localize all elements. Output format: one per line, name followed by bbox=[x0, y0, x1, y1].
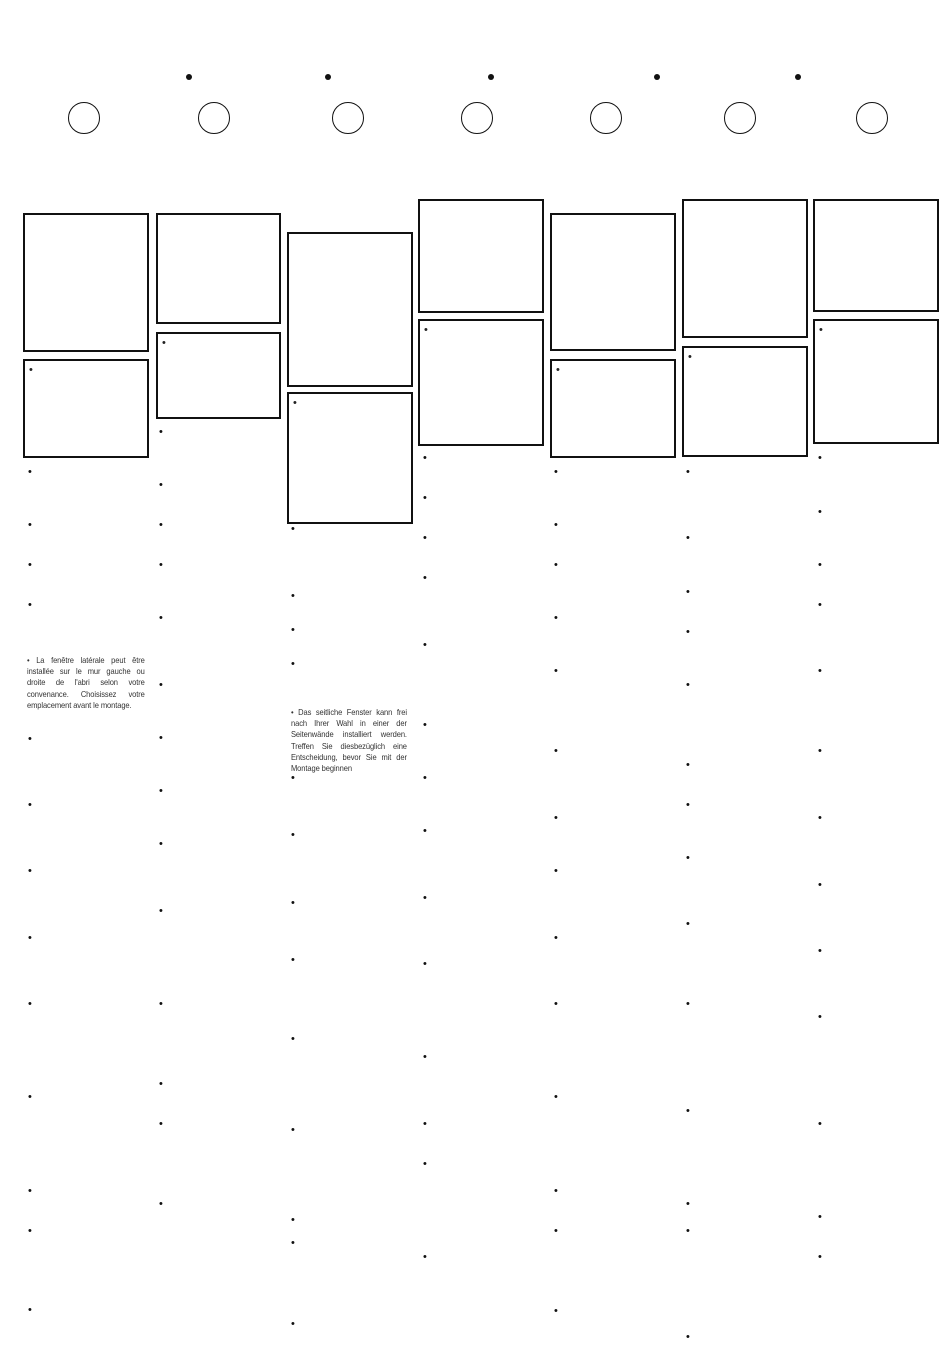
bullet: • bbox=[686, 679, 690, 691]
bullet: • bbox=[686, 626, 690, 638]
bullet: • bbox=[423, 452, 427, 464]
bullet: • bbox=[688, 351, 692, 363]
bullet: • bbox=[423, 1051, 427, 1063]
bullet: • bbox=[554, 932, 558, 944]
language-circle bbox=[724, 102, 756, 134]
language-circle bbox=[198, 102, 230, 134]
bullet: • bbox=[686, 1331, 690, 1343]
bullet: • bbox=[818, 945, 822, 957]
bullet: • bbox=[554, 665, 558, 677]
bullet: • bbox=[159, 559, 163, 571]
bullet: • bbox=[554, 1225, 558, 1237]
bullet: • bbox=[159, 679, 163, 691]
illustration-box bbox=[813, 199, 939, 312]
bullet: • bbox=[28, 1185, 32, 1197]
bullet: • bbox=[159, 998, 163, 1010]
illustration-box bbox=[418, 199, 544, 313]
illustration-box bbox=[23, 213, 149, 352]
bullet: • bbox=[159, 785, 163, 797]
bullet: • bbox=[423, 532, 427, 544]
bullet: • bbox=[818, 599, 822, 611]
bullet: • bbox=[556, 364, 560, 376]
bullet: • bbox=[291, 772, 295, 784]
separator-dot bbox=[795, 74, 801, 80]
bullet: • bbox=[818, 879, 822, 891]
bullet: • bbox=[291, 954, 295, 966]
language-circle bbox=[332, 102, 364, 134]
bullet: • bbox=[291, 897, 295, 909]
bullet: • bbox=[159, 1198, 163, 1210]
bullet: • bbox=[159, 519, 163, 531]
illustration-box bbox=[23, 359, 149, 458]
bullet: • bbox=[28, 466, 32, 478]
bullet: • bbox=[162, 337, 166, 349]
bullet: • bbox=[159, 426, 163, 438]
bullet: • bbox=[28, 733, 32, 745]
separator-dot bbox=[654, 74, 660, 80]
separator-dot bbox=[325, 74, 331, 80]
bullet: • bbox=[28, 1304, 32, 1316]
bullet: • bbox=[423, 639, 427, 651]
bullet: • bbox=[293, 397, 297, 409]
illustration-box bbox=[418, 319, 544, 446]
bullet: • bbox=[686, 1105, 690, 1117]
separator-dot bbox=[488, 74, 494, 80]
bullet: • bbox=[423, 958, 427, 970]
bullet: • bbox=[28, 519, 32, 531]
illustration-box bbox=[287, 392, 413, 524]
bullet: • bbox=[819, 324, 823, 336]
illustration-box bbox=[682, 199, 808, 338]
bullet: • bbox=[29, 364, 33, 376]
illustration-box bbox=[287, 232, 413, 387]
bullet: • bbox=[554, 998, 558, 1010]
bullet: • bbox=[818, 665, 822, 677]
bullet: • bbox=[291, 829, 295, 841]
bullet: • bbox=[291, 1237, 295, 1249]
illustration-box bbox=[682, 346, 808, 457]
bullet: • bbox=[686, 799, 690, 811]
bullet: • bbox=[554, 745, 558, 757]
bullet: • bbox=[554, 1091, 558, 1103]
bullet: • bbox=[291, 590, 295, 602]
bullet: • bbox=[686, 466, 690, 478]
bullet: • bbox=[423, 1251, 427, 1263]
bullet: • bbox=[686, 918, 690, 930]
bullet: • bbox=[686, 1198, 690, 1210]
illustration-box bbox=[156, 213, 281, 324]
bullet: • bbox=[818, 452, 822, 464]
language-circle bbox=[461, 102, 493, 134]
bullet: • bbox=[159, 905, 163, 917]
bullet: • bbox=[554, 812, 558, 824]
bullet: • bbox=[686, 586, 690, 598]
bullet: • bbox=[28, 1091, 32, 1103]
bullet: • bbox=[291, 1318, 295, 1330]
bullet: • bbox=[423, 892, 427, 904]
language-circle bbox=[856, 102, 888, 134]
bullet: • bbox=[818, 1211, 822, 1223]
illustration-box bbox=[550, 359, 676, 458]
bullet: • bbox=[423, 572, 427, 584]
bullet: • bbox=[291, 1124, 295, 1136]
bullet: • bbox=[28, 998, 32, 1010]
bullet: • bbox=[686, 532, 690, 544]
bullet: • bbox=[423, 1118, 427, 1130]
bullet: • bbox=[28, 599, 32, 611]
note-fr: • La fenêtre latérale peut être installée sur le mur gauche ou droite de l'abri selon votre convenance. Choisissez votre emplacement avant le montage. bbox=[27, 656, 145, 710]
bullet: • bbox=[554, 559, 558, 571]
bullet: • bbox=[159, 479, 163, 491]
bullet: • bbox=[28, 799, 32, 811]
bullet: • bbox=[423, 825, 427, 837]
bullet: • bbox=[423, 772, 427, 784]
bullet: • bbox=[423, 492, 427, 504]
bullet: • bbox=[554, 865, 558, 877]
bullet: • bbox=[159, 838, 163, 850]
bullet: • bbox=[686, 998, 690, 1010]
bullet: • bbox=[818, 559, 822, 571]
illustration-box bbox=[550, 213, 676, 351]
bullet: • bbox=[159, 732, 163, 744]
bullet: • bbox=[554, 612, 558, 624]
illustration-box bbox=[813, 319, 939, 444]
language-circle bbox=[590, 102, 622, 134]
bullet: • bbox=[818, 1011, 822, 1023]
bullet: • bbox=[28, 1225, 32, 1237]
bullet: • bbox=[28, 865, 32, 877]
bullet: • bbox=[554, 519, 558, 531]
bullet: • bbox=[423, 719, 427, 731]
bullet: • bbox=[818, 812, 822, 824]
illustration-box bbox=[156, 332, 281, 419]
bullet: • bbox=[818, 745, 822, 757]
bullet: • bbox=[159, 612, 163, 624]
bullet: • bbox=[554, 1305, 558, 1317]
bullet: • bbox=[554, 466, 558, 478]
bullet: • bbox=[291, 1214, 295, 1226]
separator-dot bbox=[186, 74, 192, 80]
bullet: • bbox=[291, 658, 295, 670]
bullet: • bbox=[291, 523, 295, 535]
bullet: • bbox=[424, 324, 428, 336]
bullet: • bbox=[686, 1225, 690, 1237]
bullet: • bbox=[28, 559, 32, 571]
bullet: • bbox=[818, 1251, 822, 1263]
bullet: • bbox=[291, 624, 295, 636]
bullet: • bbox=[686, 852, 690, 864]
bullet: • bbox=[159, 1078, 163, 1090]
bullet: • bbox=[28, 932, 32, 944]
bullet: • bbox=[818, 1118, 822, 1130]
bullet: • bbox=[818, 506, 822, 518]
bullet: • bbox=[686, 759, 690, 771]
note-de: • Das seitliche Fenster kann frei nach Ihrer Wahl in einer der Seitenwände installiert werden. Treffen Sie diesbezüglich eine Entscheidung, bevor Sie mit der Montage beginnen bbox=[291, 708, 407, 774]
bullet: • bbox=[423, 1158, 427, 1170]
language-circle bbox=[68, 102, 100, 134]
bullet: • bbox=[291, 1033, 295, 1045]
bullet: • bbox=[159, 1118, 163, 1130]
bullet: • bbox=[554, 1185, 558, 1197]
